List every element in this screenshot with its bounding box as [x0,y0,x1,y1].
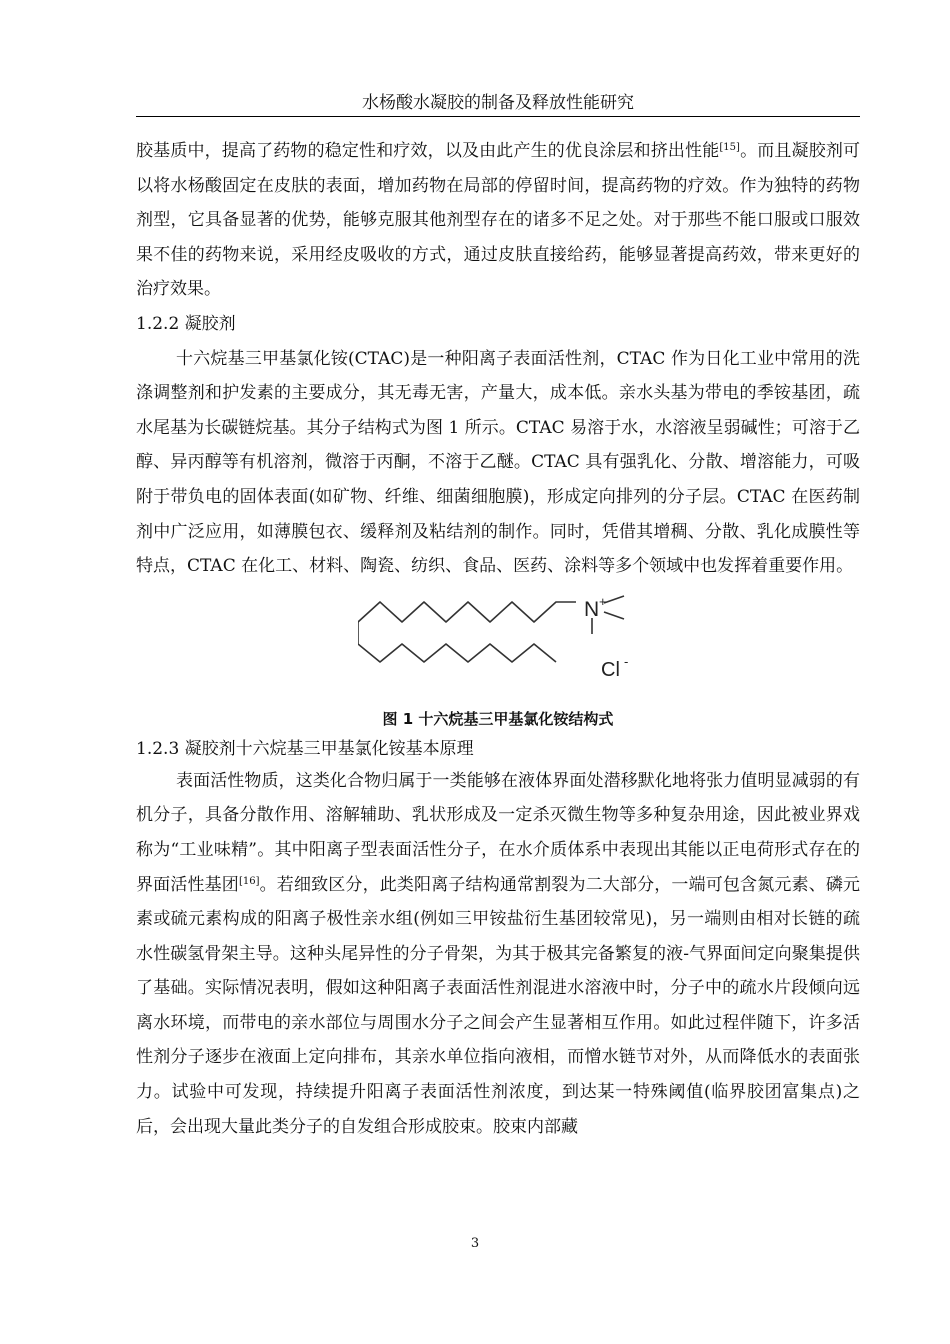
citation-ref: [16] [238,875,260,887]
paragraph-text-continued: 。若细致区分，此类阳离子结构通常割裂为二大部分，一端可包含氮元素、磷元素或硫元素构成的阳离子极性亲水组(例如三甲铵盐衍生基团较常见)，另一端则由相对长链的疏水性碳氢骨架主导。这种头尾异性的分子骨架，为其于极其完备繁复的液-气界面间定向聚集提供了基础。实际情况表明，假如这种阳离子表面活性剂混进水溶液中时，分子中的疏水片段倾向远离水环境，而带电的亲水部位与周围水分子之间会产生显著相互作用。如此过程伴随下，许多活性剂分子逐步在液面上定向排布，其亲水单位指向液相，而憎水链节对外，从而降低水的表面张力。试验中可发现，持续提升阳离子表面活性剂浓度，到达某一特殊阈值(临界胶团富集点)之后，会出现大量此类分子的自发组合形成胶束。胶束内部藏 [136,874,861,1137]
citation-ref: [15] [719,142,740,153]
methyl-bond-right [604,612,624,619]
paragraph-text-continued: 。而且凝胶剂可以将水杨酸固定在皮肤的表面，增加药物在局部的停留时间，提高药物的疗效。作为独特的药物剂型，它具备显著的优势，能够克服其他剂型存在的诸多不足之处。对于那些不能口服或口服效果不佳的药物来说，采用经皮吸收的方式，通过皮肤直接给药，能够显著提高药效，带来更好的治疗效果。 [136,141,861,300]
positive-charge-label: + [599,593,607,609]
figure-ctac-structure [136,590,860,706]
figure-caption: 图 1 十六烷基三甲基氯化铵结构式 [382,709,614,728]
ctac-structure-diagram [358,592,658,692]
methyl-bond-upper [604,596,624,603]
nitrogen-atom-label: N [584,597,600,621]
page-body [136,134,860,1144]
page-number: 3 [470,1236,480,1251]
carbon-chain-upper [358,602,576,622]
carbon-chain-lower [358,622,556,662]
chloride-atom-label: Cl [601,658,620,681]
paragraph-surfactant-principle [136,764,860,1145]
paragraph-text: 表面活性物质，这类化合物归属于一类能够在液体界面处潜移默化地将张力值明显减弱的有机分子，具备分散作用、溶解辅助、乳状形成及一定杀灭微生物等多种复杂用途，因此被业界戏称为“工业味精”。其中阳离子型表面活性分子，在水介质体系中表现出其能以正电荷形式存在的界面活性基团 [136,770,860,895]
paragraph-text: 胶基质中，提高了药物的稳定性和疗效，以及由此产生的优良涂层和挤出性能 [136,141,720,161]
section-heading-1-2-3: 1.2.3 凝胶剂十六烷基三甲基氯化铵基本原理 [136,738,474,759]
running-header: 水杨酸水凝胶的制备及释放性能研究 [362,93,634,113]
paragraph-ctac-intro: 十六烷基三甲基氯化铵(CTAC)是一种阳离子表面活性剂，CTAC 作为日化工业中常用的洗涤调整剂和护发素的主要成分，其无毒无害，产量大，成本低。亲水头基为带电的季铵基团，疏水尾基为长碳链烷基。其分子结构式为图 1 所示。CTAC 易溶于水，水溶液呈弱碱性；可溶于乙醇、异丙醇等有机溶剂，微溶于丙酮，不溶于乙醚。CTAC 具有强乳化、分散、增溶能力，可吸附于带负电的固体表面(如矿物、纤维、细菌细胞膜)，形成定向排列的分子层。CTAC 在医药制剂中广泛应用，如薄膜包衣、缓释剂及粘结剂的制作。同时，凭借其增稠、分散、乳化成膜性等特点，CTAC 在化工、材料、陶瓷、纺织、食品、医药、涂料等多个领域中也发挥着重要作用。 [136,348,860,577]
section-heading-1-2-2: 1.2.2 凝胶剂 [136,313,236,334]
header-divider [136,116,860,117]
negative-charge-label: - [624,653,629,669]
paragraph-gel-advantages [136,134,860,307]
